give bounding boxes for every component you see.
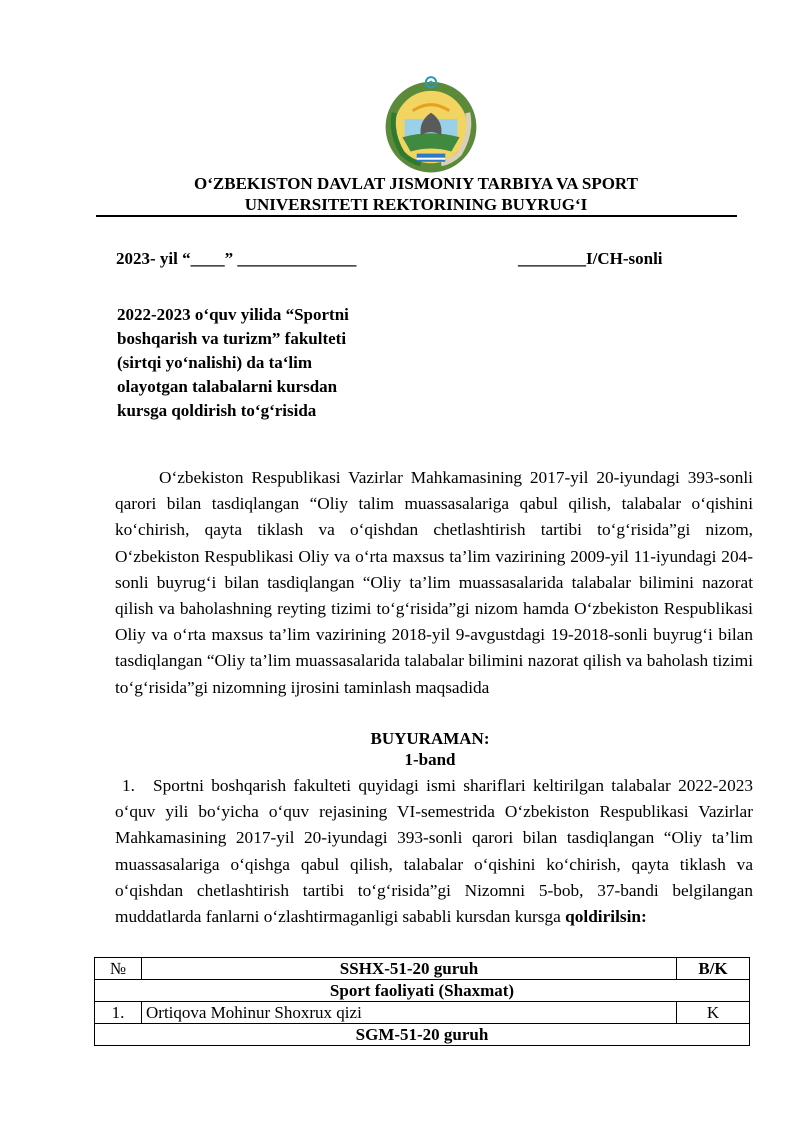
col-bk-header: B/K xyxy=(677,958,750,980)
table-section-row xyxy=(95,980,750,1002)
table-row xyxy=(95,1002,750,1024)
order-date: 2023- yil “____” ______________ xyxy=(116,249,357,268)
title-line-2: UNIVERSITETI REKTORINING BUYRUG‘I xyxy=(244,195,588,214)
table-header-row xyxy=(95,958,750,980)
subject-line: kursga qoldirish to‘g‘risida xyxy=(117,401,317,420)
subject-line: 2022-2023 o‘quv yilida “Sportni xyxy=(117,305,349,324)
order-subject xyxy=(117,303,407,423)
subject-line: (sirtqi yo‘nalishi) da ta‘lim xyxy=(117,353,313,372)
students-table xyxy=(94,957,750,1046)
title-line-1: O‘ZBEKISTON DAVLAT JISMONIY TARBIYA VA SPORT xyxy=(194,174,638,193)
row-number: 1. xyxy=(95,1002,142,1024)
clause-paragraph xyxy=(115,773,753,930)
row-bk-value: K xyxy=(677,1002,750,1024)
subject-line: olayotgan talabalarni kursdan xyxy=(117,377,338,396)
order-number: ________I/CH-sonli xyxy=(518,249,663,268)
clause-text: Sportni boshqarish fakulteti quyidagi ismi shariflari keltirilgan talabalar 2022-2023 o‘quv yili bo‘yicha o‘quv rejasining VI-semestrida O‘zbekiston Respublikasi Vazirlar Mahkamasining 2017-yil 20-iyundagi 393-sonli qarori bilan tasdiqlangan “Oliy ta’lim muassasalariga o‘qishga qabul qilish, talabalar o‘qishini ko‘chirish, qayta tiklash va o‘qishdan chetlashtirish tartibi to‘g‘risida”gi Nizomni 5-bob, 37-bandi belgilangan muddatlarda fanlarni o‘zlashtirmaganligi sababli kursdan kursga xyxy=(115,776,753,927)
document-title xyxy=(96,173,736,215)
clause-bold-text: qoldirilsin: xyxy=(565,907,647,927)
table-section-row xyxy=(95,1024,750,1046)
preamble-paragraph: O‘zbekiston Respublikasi Vazirlar Mahkamasining 2017-yil 20-iyundagi 393-sonli qarori bilan tasdiqlangan “Oliy talim muassasalariga qabul qilish, talabalar o‘qishini ko‘chirish, qayta tiklash va o‘qishdan chetlashtirish tartibi to‘g‘risida”gi nizom, O‘zbekiston Respublikasi Oliy va o‘rta maxsus ta’lim vazirining 2009-yil 11-iyundagi 204-sonli buyrug‘i bilan tasdiqlangan “Oliy ta’lim muassasalarida talabalar bilimini nazorat qilish va baholashning reyting tizimi to‘g‘risida”gi nizom hamda O‘zbekiston Respublikasi Oliy va o‘rta maxsus ta’lim vazirining 2018-yil 9-avgustdagi 19-2018-sonli buyrug‘i bilan tasdiqlangan “Oliy ta’lim muassasalarida talabalar bilimini nazorat qilish va baholash tizimi to‘g‘risida”gi nizomning ijrosini taminlash maqsadida xyxy=(115,468,753,697)
col-number-header: № xyxy=(95,958,142,980)
title-divider xyxy=(96,215,737,217)
state-emblem-icon xyxy=(380,72,482,174)
band-heading: 1-band xyxy=(404,750,456,769)
clause-number: 1. xyxy=(122,776,135,795)
col-group-header: SSHX-51-20 guruh xyxy=(142,958,677,980)
section-title: Sport faoliyati (Shaxmat) xyxy=(95,980,750,1002)
section-title: SGM-51-20 guruh xyxy=(95,1024,750,1046)
student-name: Ortiqova Mohinur Shoxrux qizi xyxy=(142,1002,677,1024)
order-heading: BUYURAMAN: xyxy=(370,729,490,748)
subject-line: boshqarish va turizm” fakulteti xyxy=(117,329,347,348)
